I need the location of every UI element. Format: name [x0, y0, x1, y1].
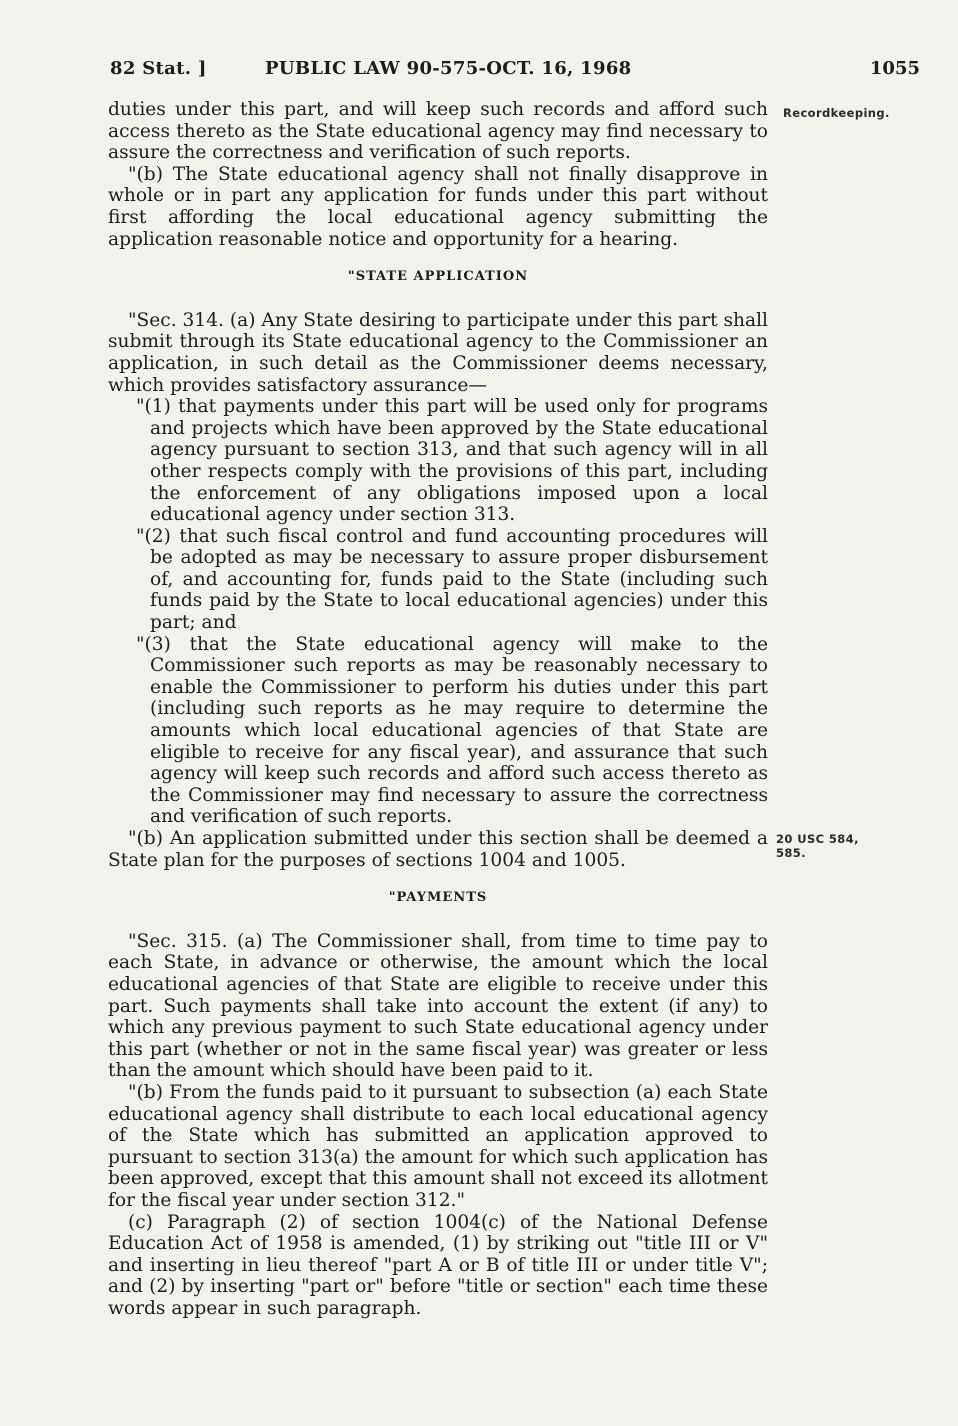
usc-citation-line-2: 585.: [776, 846, 806, 860]
clause-2: "(2) that such fiscal control and fund accounting procedures will be adopted as may be necessary to assure proper disbursement of, and accounting for, funds paid to the State (including such funds paid by the State to local educational agencies) under this part; and: [136, 525, 768, 634]
paragraph-c: (c) Paragraph (2) of section 1004(c) of the National Defense Education Act of 1958 is amended, (1) by striking out "title III or V" and inserting in lieu thereof "part A or B of title III or under title V"; and (2) by inserting "part or" before "title or section" each time these words appear in such paragraph.: [108, 1211, 768, 1319]
section-314b: "(b) An application submitted under this section shall be deemed a State plan for the purposes of sections 1004 and 1005.: [108, 828, 768, 871]
heading-state-application: "STATE APPLICATION: [347, 269, 529, 285]
section-314a: "Sec. 314. (a) Any State desiring to participate under this part shall submit through its State educational agency to the Commissioner an application, in such detail as the Commissioner deems necessary, which provides satisfactory assurance—: [108, 309, 768, 396]
section-315b: "(b) From the funds paid to it pursuant to subsection (a) each State educational agency shall distribute to each local educational agency of the State which has submitted an application approved to pursuant to section 313(a) the amount for which such application has been approved, except that this amount shall not exceed its allotment for the fiscal year under section 312.": [108, 1081, 768, 1211]
usc-citation-line-1: 20 USC 584,: [776, 832, 859, 846]
page-header: [110, 58, 920, 86]
paragraph-continuation: duties under this part, and will keep such records and afford such access thereto as the State educational agency may find necessary to assure the correctness and verification of such reports.: [108, 99, 768, 164]
paragraph-313b: "(b) The State educational agency shall not finally disapprove in whole or in part any application for funds under this part without first affording the local educational agency submitting the application reasonable notice and opportunity for a hearing.: [108, 163, 768, 250]
statute-reference: 82 Stat. ]: [110, 58, 207, 79]
heading-payments: "PAYMENTS: [388, 890, 488, 906]
law-title: PUBLIC LAW 90-575-OCT. 16, 1968: [265, 58, 632, 79]
section-315a: "Sec. 315. (a) The Commissioner shall, from time to time pay to each State, in advance or otherwise, the amount which the local educational agencies of that State are eligible to receive under this part. Such payments shall take into account the extent (if any) to which any previous payment to such State educational agency under this part (whether or not in the same fiscal year) was greater or less than the amount which should have been paid to it.: [108, 930, 768, 1082]
body-text: [108, 99, 768, 1319]
margin-note-usc-citation: [776, 832, 859, 860]
margin-note-recordkeeping: Recordkeeping.: [783, 106, 890, 120]
page-number: 1055: [869, 58, 920, 79]
clause-3: "(3) that the State educational agency will make to the Commissioner such reports as may be reasonably necessary to enable the Commissioner to perform his duties under this part (including such reports as he may require to determine the amounts which local educational agencies of that State are eligible to receive for any fiscal year), and assurance that such agency will keep such records and afford such access thereto as the Commissioner may find necessary to assure the correctness and verification of such reports.: [136, 633, 768, 828]
clause-1: "(1) that payments under this part will be used only for programs and projects which have been approved by the State educational agency pursuant to section 313, and that such agency will in all other respects comply with the provisions of this part, including the enforcement of any obligations imposed upon a local educational agency under section 313.: [136, 396, 768, 526]
